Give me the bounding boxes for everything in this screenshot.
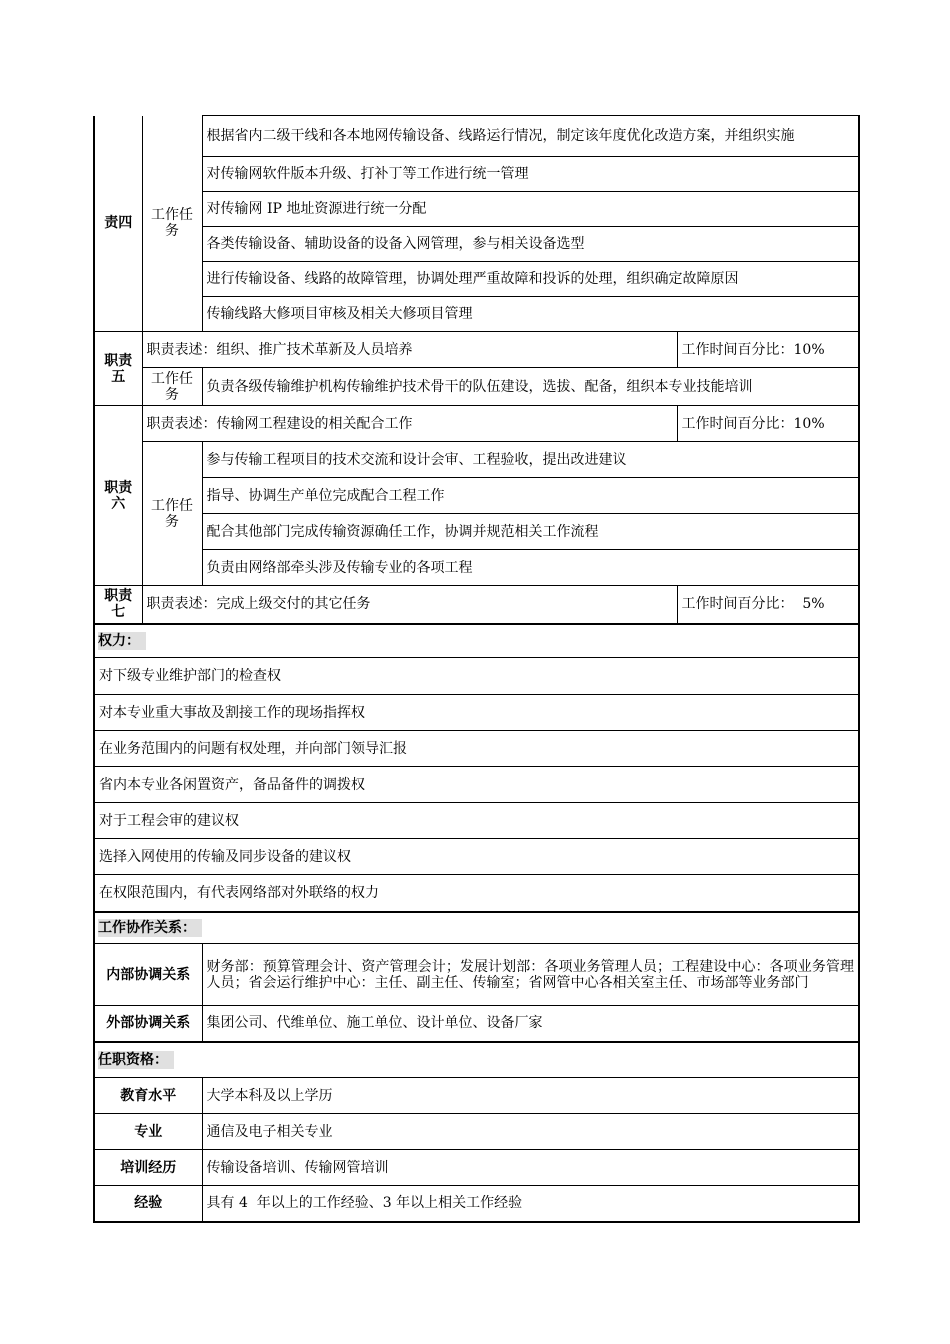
duty4-task: 各类传输设备、辅助设备的设备入网管理，参与相关设备选型 [202, 227, 859, 262]
duty4-task: 对传输网软件版本升级、打补丁等工作进行统一管理 [202, 157, 859, 192]
duty4-task-row [94, 297, 859, 332]
training-value: 传输设备培训、传输网管培训 [202, 1150, 859, 1186]
qualifications-header [94, 1042, 859, 1078]
duty6-task: 参与传输工程项目的技术交流和设计会审、工程验收，提出改进建议 [202, 442, 859, 478]
duty4-task: 进行传输设备、线路的故障管理，协调处理严重故障和投诉的处理，组织确定故障原因 [202, 262, 859, 297]
job-description-table [93, 115, 860, 1223]
qualifications-header-row [94, 1042, 859, 1078]
external-relations-value: 集团公司、代维单位、施工单位、设计单位、设备厂家 [202, 1006, 859, 1042]
authority-row [94, 803, 859, 839]
duty4-label: 责四 [94, 116, 142, 332]
external-relations-row [94, 1006, 859, 1042]
qualification-row [94, 1078, 859, 1114]
qualification-row [94, 1186, 859, 1222]
duty4-task-label: 工作任务 [142, 116, 202, 332]
duty6-task-row [94, 442, 859, 478]
duty6-statement-row [94, 406, 859, 442]
duty6-task-row [94, 478, 859, 514]
duty5-statement-row [94, 332, 859, 368]
authority-header-row [94, 624, 859, 658]
experience-label: 经验 [94, 1186, 202, 1222]
duty6-task-label: 工作任务 [142, 442, 202, 586]
internal-relations-row [94, 944, 859, 1006]
authority-row [94, 695, 859, 731]
internal-relations-label: 内部协调关系 [94, 944, 202, 1006]
duty4-task-row [94, 116, 859, 157]
relations-header-row [94, 912, 859, 944]
duty7-statement: 职责表述：完成上级交付的其它任务 [142, 586, 677, 624]
duty5-task: 负责各级传输维护机构传输维护技术骨干的队伍建设，选拔、配备，组织本专业技能培训 [202, 368, 859, 406]
qualification-row [94, 1150, 859, 1186]
duty6-task: 负责由网络部牵头涉及传输专业的各项工程 [202, 550, 859, 586]
duty7-statement-row [94, 586, 859, 624]
duty5-label: 职责五 [94, 332, 142, 406]
authority-row [94, 839, 859, 875]
duty4-task-row [94, 227, 859, 262]
duty4-task-row [94, 262, 859, 297]
authority-item: 对本专业重大事故及割接工作的现场指挥权 [94, 695, 859, 731]
authority-header-text: 权力： [98, 632, 146, 650]
job-description-page [93, 115, 858, 1223]
education-value: 大学本科及以上学历 [202, 1078, 859, 1114]
external-relations-label: 外部协调关系 [94, 1006, 202, 1042]
relations-header [94, 912, 859, 944]
authority-item: 省内本专业各闲置资产，备品备件的调拨权 [94, 767, 859, 803]
internal-relations-value: 财务部：预算管理会计、资产管理会计；发展计划部：各项业务管理人员；工程建设中心：各项业务管理人员；省会运行维护中心：主任、副主任、传输室；省网管中心各相关室主任、市场部等业务部门 [202, 944, 859, 1006]
qualifications-header-text: 任职资格： [98, 1051, 174, 1069]
experience-value: 具有 4 年以上的工作经验、3 年以上相关工作经验 [202, 1186, 859, 1222]
major-value: 通信及电子相关专业 [202, 1114, 859, 1150]
duty7-percent: 工作时间百分比： 5% [677, 586, 859, 624]
duty6-task-row [94, 514, 859, 550]
training-label: 培训经历 [94, 1150, 202, 1186]
duty6-label: 职责六 [94, 406, 142, 586]
duty5-statement: 职责表述：组织、推广技术革新及人员培养 [142, 332, 677, 368]
duty5-task-label: 工作任务 [142, 368, 202, 406]
major-label: 专业 [94, 1114, 202, 1150]
authority-row [94, 875, 859, 912]
education-label: 教育水平 [94, 1078, 202, 1114]
authority-item: 对下级专业维护部门的检查权 [94, 658, 859, 695]
duty5-percent: 工作时间百分比：10% [677, 332, 859, 368]
duty6-percent: 工作时间百分比：10% [677, 406, 859, 442]
authority-item: 选择入网使用的传输及同步设备的建议权 [94, 839, 859, 875]
duty6-statement: 职责表述：传输网工程建设的相关配合工作 [142, 406, 677, 442]
authority-item: 对于工程会审的建议权 [94, 803, 859, 839]
duty4-task-row [94, 192, 859, 227]
duty4-task: 对传输网 IP 地址资源进行统一分配 [202, 192, 859, 227]
authority-row [94, 767, 859, 803]
authority-item: 在权限范围内，有代表网络部对外联络的权力 [94, 875, 859, 912]
authority-header [94, 624, 859, 658]
relations-header-text: 工作协作关系： [98, 919, 202, 937]
duty5-task-row [94, 368, 859, 406]
qualification-row [94, 1114, 859, 1150]
duty6-task: 配合其他部门完成传输资源确任工作，协调并规范相关工作流程 [202, 514, 859, 550]
authority-row [94, 731, 859, 767]
duty6-task-row [94, 550, 859, 586]
authority-item: 在业务范围内的问题有权处理，并向部门领导汇报 [94, 731, 859, 767]
duty4-task: 根据省内二级干线和各本地网传输设备、线路运行情况，制定该年度优化改造方案，并组织实施 [202, 116, 859, 157]
duty6-task: 指导、协调生产单位完成配合工程工作 [202, 478, 859, 514]
authority-row [94, 658, 859, 695]
duty4-task-row [94, 157, 859, 192]
duty7-label: 职责七 [94, 586, 142, 624]
duty4-task: 传输线路大修项目审核及相关大修项目管理 [202, 297, 859, 332]
